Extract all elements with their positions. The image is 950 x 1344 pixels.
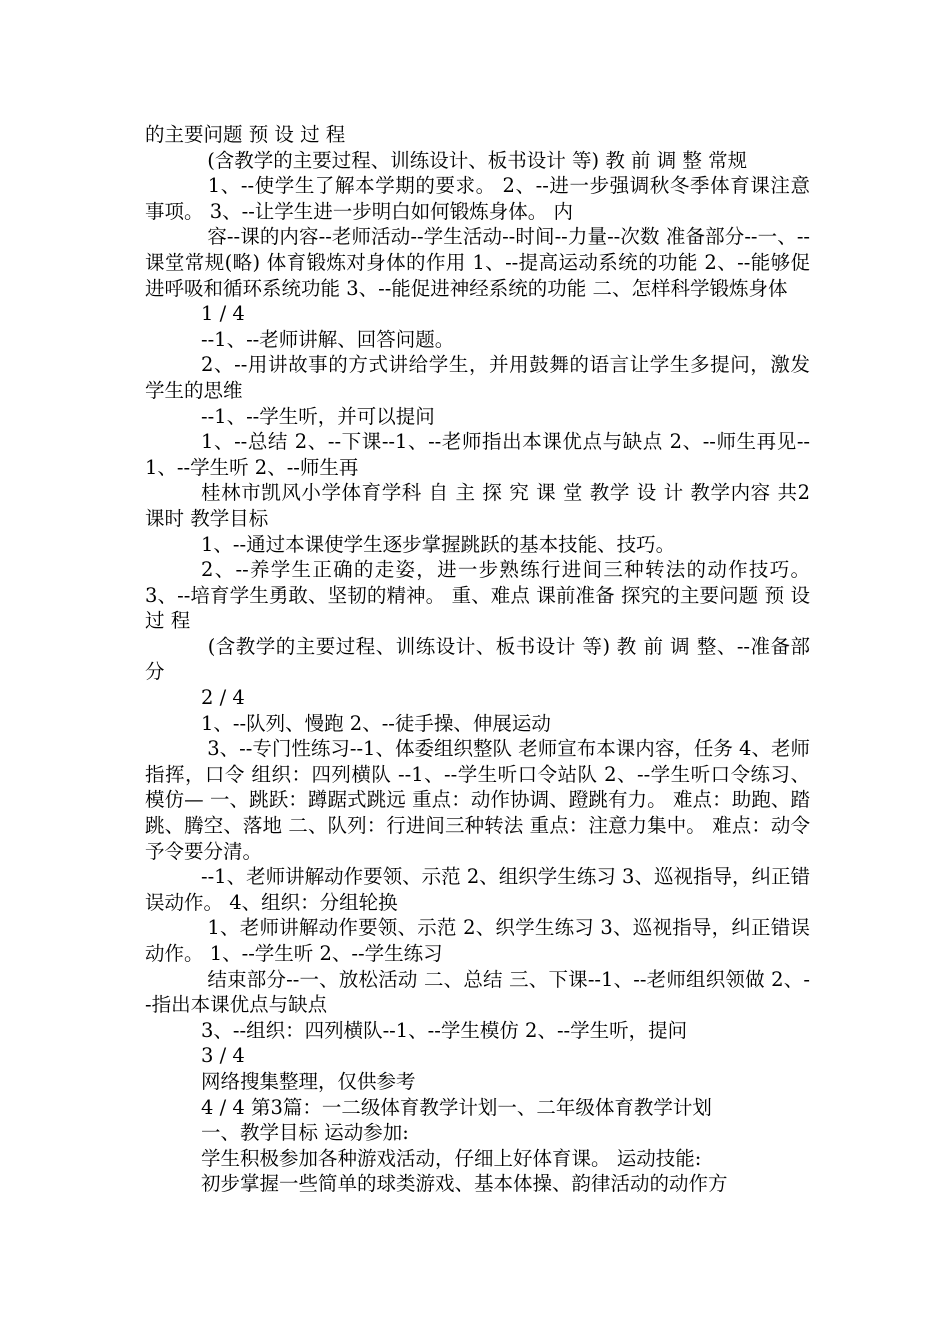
paragraph: 1、--队列、慢跑 2、--徒手操、伸展运动 (201, 711, 551, 735)
document-body (145, 122, 817, 1197)
paragraph: 结束部分--一、放松活动 二、总结 三、下课--1、--老师组织领做 2、--指出本课优点与缺点 (145, 967, 811, 1017)
paragraph: 1、--使学生了解本学期的要求。 2、--进一步强调秋冬季体育课注意事项。 3、--让学生进一步明白如何锻炼身体。 内 (145, 174, 810, 223)
paragraph: 1、老师讲解动作要领、示范 2、织学生练习 3、巡视指导，纠正错误动作。 1、--学生听 2、--学生练习 (145, 916, 810, 965)
paragraph: (含教学的主要过程、训练设计、板书设计 等) 教 前 调 整 常规 (201, 148, 748, 172)
paragraph: 1 / 4 (201, 302, 245, 326)
paragraph: (含教学的主要过程、训练设计、板书设计 等) 教 前 调 整、--准备部分 (145, 634, 810, 684)
paragraph: 网络搜集整理，仅供参考 (201, 1069, 416, 1093)
paragraph: 1、--通过本课使学生逐步掌握跳跃的基本技能、技巧。 (201, 532, 676, 556)
paragraph: 4 / 4 第3篇：一二级体育教学计划一、二年级体育教学计划 (201, 1095, 712, 1119)
paragraph: 3 / 4 (201, 1044, 245, 1068)
paragraph: 2、--用讲故事的方式讲给学生，并用鼓舞的语言让学生多提问，激发学生的思维 (145, 353, 810, 402)
paragraph: 2、--养学生正确的走姿，进一步熟练行进间三种转法的动作技巧。 3、--培育学生勇敢、坚韧的精神。 重、难点 课前准备 探究的主要问题 预 设 过 程 (145, 558, 817, 633)
paragraph: --1、老师讲解动作要领、示范 2、组织学生练习 3、巡视指导，纠正错误动作。 4、组织：分组轮换 (145, 865, 810, 914)
paragraph: 学生积极参加各种游戏活动，仔细上好体育课。 运动技能: (201, 1146, 702, 1170)
paragraph: --1、--老师讲解、回答问题。 (201, 327, 455, 351)
paragraph: --1、--学生听，并可以提问 (201, 404, 435, 428)
paragraph: 2 / 4 (201, 686, 245, 710)
paragraph: 桂林市凯风小学体育学科 自 主 探 究 课 堂 教学 设 计 教学内容 共2 课时 教学目标 (145, 481, 817, 530)
paragraph: 容--课的内容--老师活动--学生活动--时间--力量--次数 准备部分--一、--课堂常规(略) 体育锻炼对身体的作用 1、--提高运动系统的功能 2、--能够促进呼吸和循环系统功能 3、--能促进神经系统的功能 二、怎样科学锻炼身体 (145, 225, 810, 300)
paragraph: 的主要问题 预 设 过 程 (145, 123, 346, 146)
paragraph: 3、--组织：四列横队--1、--学生模仿 2、--学生听，提问 (201, 1018, 688, 1042)
paragraph: 一、教学目标 运动参加: (201, 1121, 409, 1145)
paragraph: 初步掌握一些简单的球类游戏、基本体操、韵律活动的动作方 (201, 1172, 728, 1196)
paragraph: 3、--专门性练习--1、体委组织整队 老师宣布本课内容，任务 4、老师指挥，口令 组织：四列横队 --1、--学生听口令站队 2、--学生听口令练习、模仿— 一、跳跃：蹲踞式跳远 重点：动作协调、蹬跳有力。 难点：助跑、踏跳、腾空、落地 二、队列：行进间三种转法 重点：注意力集中。 难点：动令予令要分清。 (145, 737, 810, 863)
paragraph: 1、--总结 2、--下课--1、--老师指出本课优点与缺点 2、--师生再见--1、--学生听 2、--师生再 (145, 430, 810, 479)
